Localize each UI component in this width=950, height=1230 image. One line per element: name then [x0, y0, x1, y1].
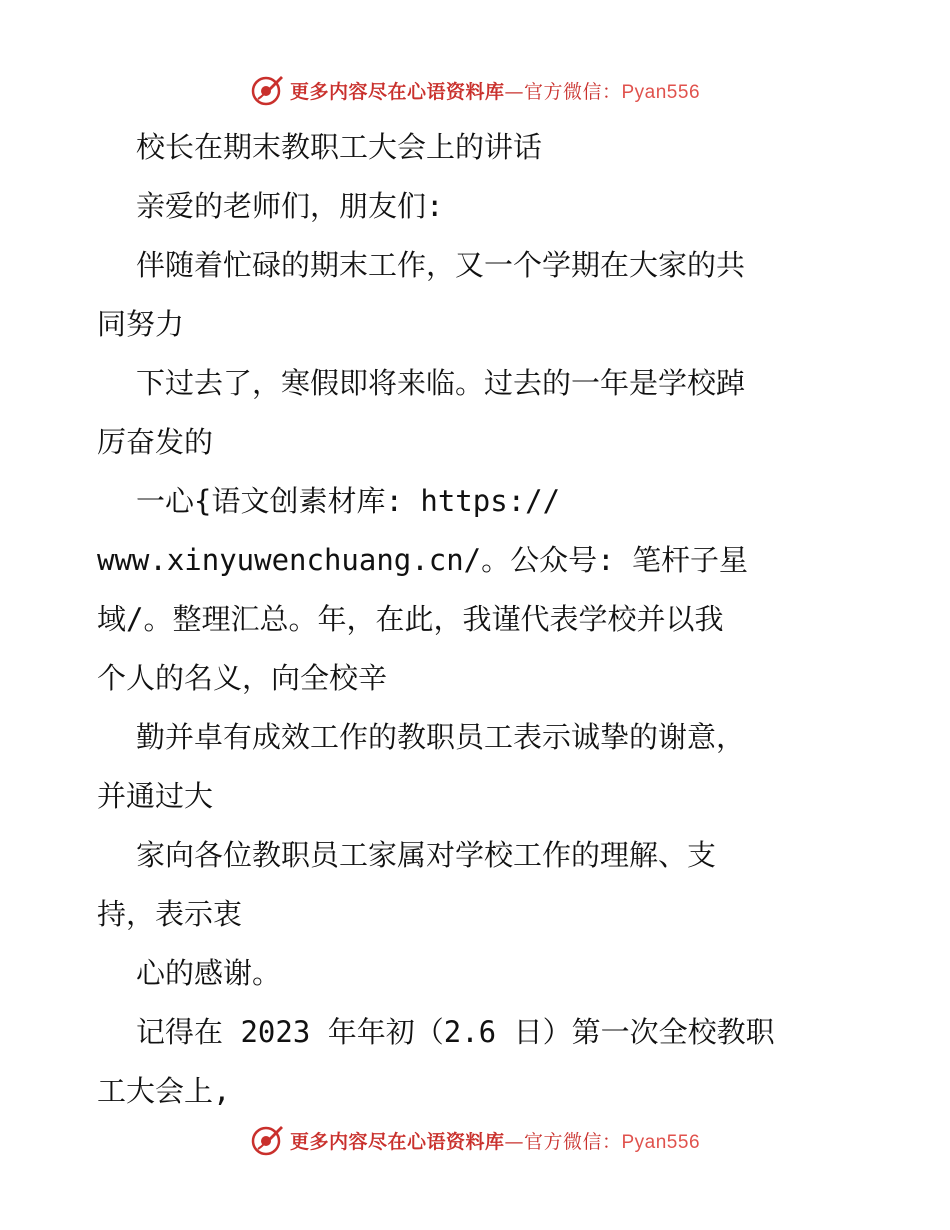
watermark-main: 更多内容尽在心语资料库: [289, 1130, 505, 1153]
watermark-id: Pyan556: [621, 81, 701, 103]
watermark-text: [290, 77, 700, 104]
watermark-header: [0, 70, 950, 110]
watermark-text: [290, 1127, 700, 1154]
document-line: 工大会上,: [97, 1074, 231, 1108]
document-line: 家向各位教职员工家属对学校工作的理解、支: [136, 838, 717, 872]
watermark-main: 更多内容尽在心语资料库: [289, 80, 505, 103]
watermark-footer: [0, 1120, 950, 1160]
document-body: [97, 118, 877, 1121]
document-line: 个人的名义，向全校辛: [97, 661, 388, 695]
document-line: 并通过大: [97, 779, 214, 813]
watermark-id: Pyan556: [621, 1131, 701, 1153]
watermark-sub: —官方微信：: [504, 80, 622, 103]
watermark-sub: —官方微信：: [504, 1130, 622, 1153]
document-line: 一心{语文创素材库: https://: [136, 484, 561, 518]
document-line: 厉奋发的: [97, 425, 214, 459]
document-line: 伴随着忙碌的期末工作，又一个学期在大家的共: [136, 248, 746, 282]
document-line: 持，表示衷: [97, 897, 243, 931]
document-line: 下过去了，寒假即将来临。过去的一年是学校踔: [136, 366, 746, 400]
document-line: 心的感谢。: [136, 956, 282, 990]
document-line: 勤并卓有成效工作的教职员工表示诚挚的谢意，: [136, 720, 746, 754]
document-line: www.xinyuwenchuang.cn/。公众号: 笔杆子星: [97, 543, 749, 577]
pen-logo-icon: [250, 1123, 284, 1157]
document-title: 校长在期末教职工大会上的讲话: [136, 130, 543, 164]
document-line: 亲爱的老师们，朋友们:: [136, 189, 444, 223]
document-line: 记得在 2023 年年初（2.6 日）第一次全校教职: [136, 1015, 775, 1049]
document-line: 同努力: [97, 307, 185, 341]
document-line: 域/。整理汇总。年，在此，我谨代表学校并以我: [97, 602, 724, 636]
pen-logo-icon: [250, 73, 284, 107]
